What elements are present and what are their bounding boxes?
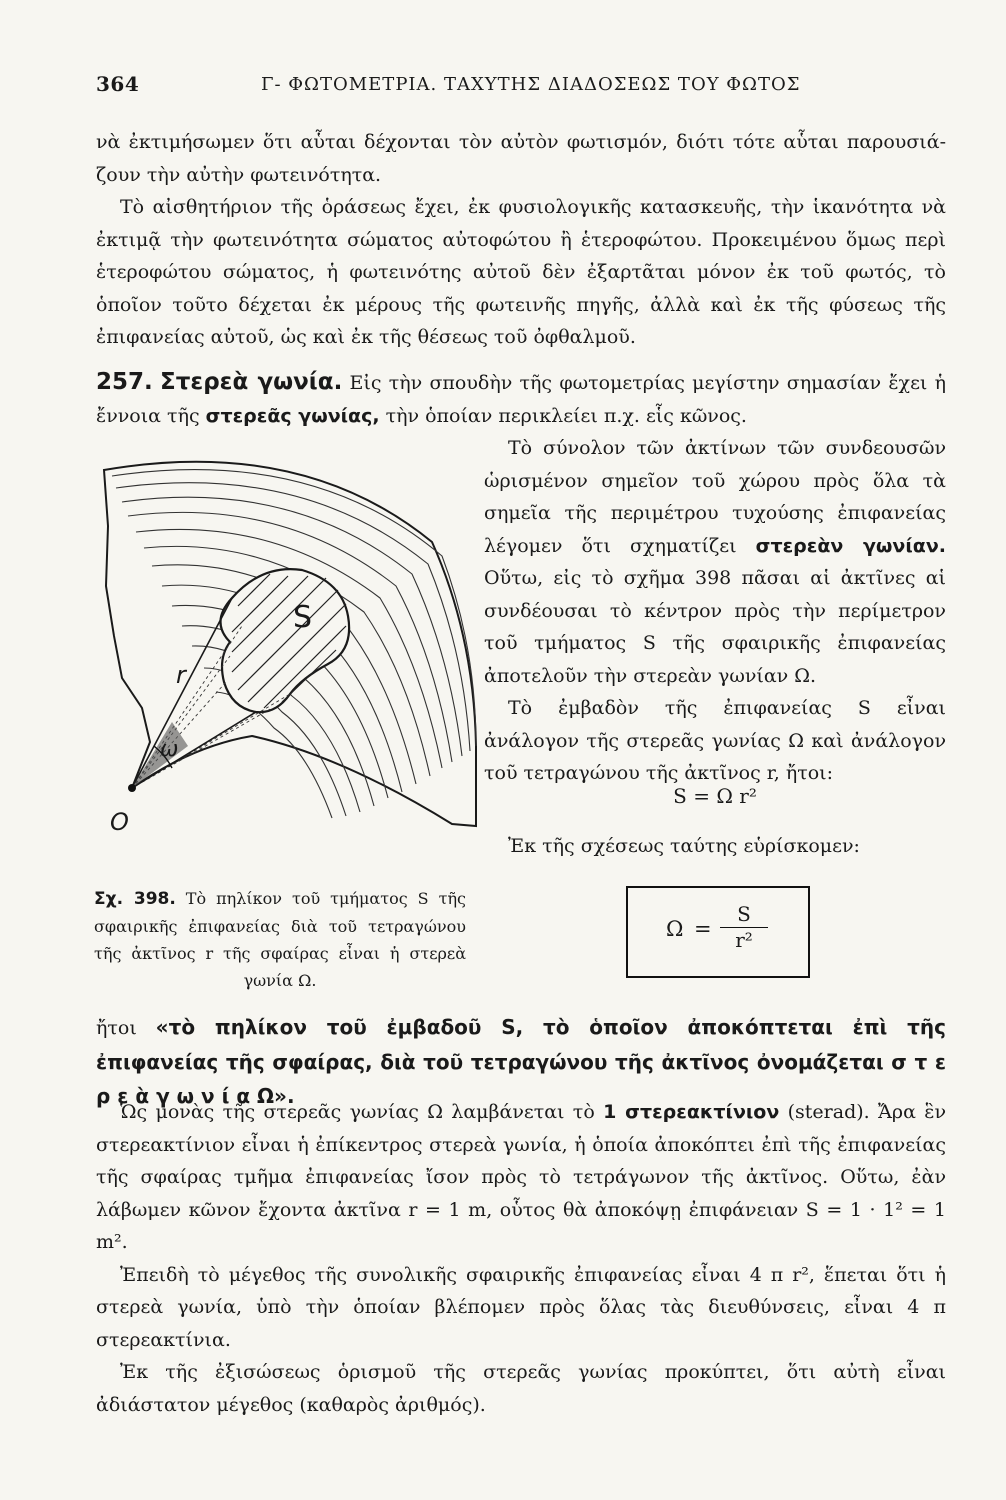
final-paragraph-text: Ἐκ τῆς ἐξισώσεως ὁρισμοῦ τῆς στερεᾶς γωνίας προκύπτει, ὅτι αὐτὴ εἶναι ἀδιάστατον μέγεθος (καθαρὸς ἀριθμός). [96,1361,946,1416]
intro-continuation [96,126,946,191]
page-number: 364 [96,72,140,96]
figure-label-omega: ω [160,737,179,762]
unit-paragraph-bold: 1 στερεακτίνιον [603,1101,780,1123]
boxed-formula-denominator: r² [735,928,753,952]
figure-label-r: r [176,661,186,689]
section-text-a: Εἰς τὴν σπουδὴν τῆς φωτομετρίας μεγίστην σημασίαν ἔχει ἡ ἔννοια τῆς [96,372,946,427]
boxed-formula-equals: = [694,917,712,941]
closing-paragraphs [96,1096,946,1421]
intro-line-2: ζουν τὴν αὐτὴν φωτεινότητα. [96,163,382,186]
intro-paragraph-2-text: Τὸ αἰσθητήριον τῆς ὁράσεως ἔχει, ἐκ φυσιολογικῆς κατασκευῆς, τὴν ἱκανότητα νὰ ἐκτιμᾷ τὴν φωτεινότητα σώματος αὐτοφώτου ἢ ἑτεροφώτου. Προκειμένου ὅμως περὶ ἑτεροφώτου σώματος, ἡ φωτεινότης αὐτοῦ δὲν ἐξαρτᾶται μόνον ἐκ τοῦ φωτός, τὸ ὁποῖον τοῦτο δέχεται ἐκ μέρους τῆς φωτεινῆς πηγῆς, ἀλλὰ καὶ ἐκ τῆς φύσεως τῆς ἐπιφανείας αὐτοῦ, ὡς καὶ ἐκ τῆς θέσεως τοῦ ὀφθαλμοῦ. [96,196,946,348]
center-point [128,784,136,792]
formula-area: S = Ω r² [673,784,757,808]
figure-caption-text: Τὸ πηλίκον τοῦ τμήματος S τῆς σφαιρικῆς ἐπιφανείας διὰ τοῦ τετραγώνου τῆς ἀκτῖνος r τῆς σφαίρας εἶναι ἡ στερεὰ γωνία Ω. [94,889,466,990]
unit-paragraph [96,1096,946,1259]
boxed-formula [626,886,810,978]
figure-caption [94,885,466,994]
section-text-b: τὴν ὁποίαν περικλείει π.χ. εἷς κῶνος. [379,404,747,427]
boxed-formula-numerator: S [720,902,768,928]
figure-label-O: O [110,808,129,836]
figure-label-S: S [293,600,313,635]
section-intro [96,366,946,432]
right-paragraph-1 [484,432,946,692]
section-title: Στερεὰ γωνία. [160,369,343,395]
intro-paragraphs [96,126,946,354]
running-title: Γ- ΦΩΤΟΜΕΤΡΙΑ. ΤΑΧΥΤΗΣ ΔΙΑΔΟΣΕΩΣ ΤΟΥ ΦΩΤΟΣ [261,74,801,95]
figure-caption-number: Σχ. 398. [94,889,176,909]
after-formula-para [484,830,946,863]
page-header [96,72,944,102]
after-formula-text: Ἐκ τῆς σχέσεως ταύτης εὑρίσκομεν: [508,835,860,857]
section-bold-term: στερεᾶς γωνίας, [205,404,380,427]
definition-bold: «τὸ πηλίκον τοῦ ἐμβαδοῦ S, τὸ ὁποῖον ἀποκόπτεται ἐπὶ τῆς ἐπιφανείας τῆς σφαίρας, διὰ τοῦ τετραγώνου τῆς ἀκτῖνος ὀνομάζεται σ τ ε ρ ε ὰ γ ω ν ί α Ω». [96,1015,946,1108]
intro-line-1: νὰ ἐκτιμήσωμεν ὅτι αὗται δέχονται τὸν αὐτὸν φωτισμόν, διότι τότε αὗται παρουσιά- [96,131,946,153]
right-paragraph-1-bold: στερεὰν γωνίαν. [755,534,946,557]
after-formula [484,830,946,863]
total-paragraph-text: Ἐπειδὴ τὸ μέγεθος τῆς συνολικῆς σφαιρικῆς ἐπιφανείας εἶναι 4 π r², ἕπεται ὅτι ἡ στερεὰ γωνία, ὑπὸ τὴν ὁποίαν βλέπομεν πρὸς ὅλας τὰς διευθύνσεις, εἶναι 4 π στερεακτίνια. [96,1263,946,1351]
right-paragraph-1-a: Τὸ σύνολον τῶν ἀκτίνων τῶν συνδεουσῶν ὡρισμένον σημεῖον τοῦ χώρου πρὸς ὅλα τὰ σημεῖα τῆς περιμέτρου τυχούσης ἐπιφανείας λέγομεν ὅτι σχηματίζει [484,437,946,557]
section-257 [96,366,946,432]
segment-S [220,569,349,712]
intro-paragraph-2 [96,191,946,354]
unit-paragraph-a: Ὡς μονὰς τῆς στερεᾶς γωνίας Ω λαμβάνεται τὸ [120,1101,604,1123]
final-paragraph [96,1356,946,1421]
unit-paragraph-b: (sterad). Ἄρα ἓν στερεακτίνιον εἶναι ἡ ἐπίκεντρος στερεὰ γωνία, ἡ ὁποία ἀποκόπτει ἐπὶ τῆς ἐπιφανείας τῆς σφαίρας τμῆμα ἐπιφανείας ἴσον πρὸς τὸ τετράγωνον τῆς ἀκτῖνος. Οὕτω, ἐὰν λάβωμεν κῶνον ἔχοντα ἀκτῖνα r = 1 m, οὗτος θὰ ἀποκόψῃ ἐπιφάνειαν S = 1 · 1² = 1 m². [96,1101,946,1253]
right-paragraph-2 [484,692,946,790]
right-paragraph-1-b: Οὕτω, εἰς τὸ σχῆμα 398 πᾶσαι αἱ ἀκτῖνες αἱ συνδέουσαι τὸ κέντρον πρὸς τὴν περίμετρον τοῦ τμήματος S τῆς σφαιρικῆς ἐπιφανείας ἀποτελοῦν τὴν στερεὰν γωνίαν Ω. [484,567,946,687]
section-number: 257. [96,369,153,395]
definition-lead: ἤτοι [96,1017,156,1039]
right-column [484,432,946,790]
boxed-formula-lhs: Ω [666,917,684,941]
boxed-formula-fraction [720,902,768,952]
total-paragraph [96,1259,946,1357]
right-paragraph-2-text: Τὸ ἐμβαδὸν τῆς ἐπιφανείας S εἶναι ἀνάλογον τῆς στερεᾶς γωνίας Ω καὶ ἀνάλογον τοῦ τετραγώνου τῆς ἀκτῖνος r, ἤτοι: [484,697,946,784]
figure-398-diagram [92,446,478,838]
